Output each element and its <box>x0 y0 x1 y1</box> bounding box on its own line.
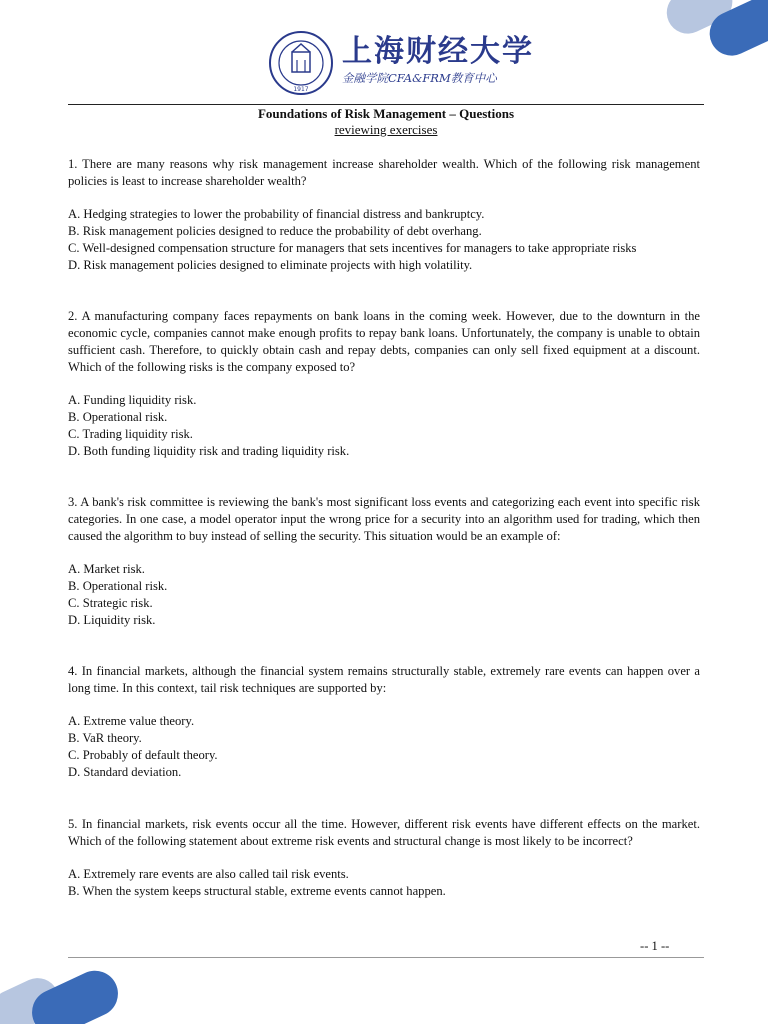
option-a: A. Hedging strategies to lower the probability of financial distress and bankruptcy. <box>68 207 485 221</box>
option-c: C. Well-designed compensation structure for managers that sets incentives for managers to take appropriate risks <box>68 241 637 255</box>
option-c: C. Trading liquidity risk. <box>68 427 193 441</box>
question-3 <box>68 494 700 629</box>
document-subtitle: reviewing exercises <box>334 122 438 137</box>
question-text: 4. In financial markets, although the financial system remains structurally stable, extremely rare events can happen over a long time. In this context, tail risk techniques are supported by: <box>68 664 700 695</box>
question-text: 1. There are many reasons why risk management increase shareholder wealth. Which of the following risk management policies is least to increase shareholder wealth? <box>68 157 700 188</box>
option-a: A. Extremely rare events are also called tail risk events. <box>68 867 349 881</box>
question-text: 3. A bank's risk committee is reviewing the bank's most significant loss events and categorizing each event into specific risk categories. In one case, a model operator input the wrong price for a security into an algorithm used for trading, which then caused the algorithm to buy instead of selling the security. This situation would be an example of: <box>68 495 700 543</box>
document-title: Foundations of Risk Management – Questions <box>257 106 515 121</box>
footer-rule <box>68 957 704 958</box>
question-text: 5. In financial markets, risk events occur all the time. However, different risk events have different effects on the market. Which of the following statement about extreme risk events and structural change is most likely to be incorrect? <box>68 817 700 848</box>
option-b: B. VaR theory. <box>68 731 142 745</box>
seal-year: 1917 <box>293 86 309 93</box>
question-1 <box>68 156 700 274</box>
option-a: A. Extreme value theory. <box>68 714 195 728</box>
question-4 <box>68 663 700 781</box>
page-number: -- 1 -- <box>640 939 670 953</box>
option-a: A. Market risk. <box>68 562 145 576</box>
option-b: B. Risk management policies designed to reduce the probability of debt overhang. <box>68 224 482 238</box>
letterhead <box>68 26 704 104</box>
option-d: D. Standard deviation. <box>68 765 182 779</box>
option-b: B. Operational risk. <box>68 579 168 593</box>
header-rule <box>68 104 704 105</box>
question-2 <box>68 308 700 460</box>
option-a: A. Funding liquidity risk. <box>68 393 197 407</box>
option-d: D. Risk management policies designed to eliminate projects with high volatility. <box>68 258 473 272</box>
option-c: C. Strategic risk. <box>68 596 153 610</box>
option-c: C. Probably of default theory. <box>68 748 218 762</box>
university-name: 上海财经大学 <box>342 34 534 69</box>
option-d: D. Liquidity risk. <box>68 613 156 627</box>
brand <box>342 36 534 86</box>
option-b: B. When the system keeps structural stable, extreme events cannot happen. <box>68 884 446 898</box>
option-d: D. Both funding liquidity risk and trading liquidity risk. <box>68 444 350 458</box>
question-5 <box>68 816 700 900</box>
center-name: 金融学院CFA&FRM教育中心 <box>342 71 497 85</box>
title-block <box>68 106 704 138</box>
question-list <box>68 156 700 900</box>
university-seal-icon <box>268 30 334 96</box>
bottom-left-decoration <box>0 964 140 1024</box>
option-b: B. Operational risk. <box>68 410 168 424</box>
question-text: 2. A manufacturing company faces repayments on bank loans in the coming week. However, due to the downturn in the economic cycle, companies cannot make enough profits to repay bank loans. Unfortunately, the company is unable to obtain sufficient cash. Therefore, to quickly obtain cash and repay debts, companies can only sell fixed equipment at a discount. Which of the following risks is the company exposed to? <box>68 309 700 374</box>
